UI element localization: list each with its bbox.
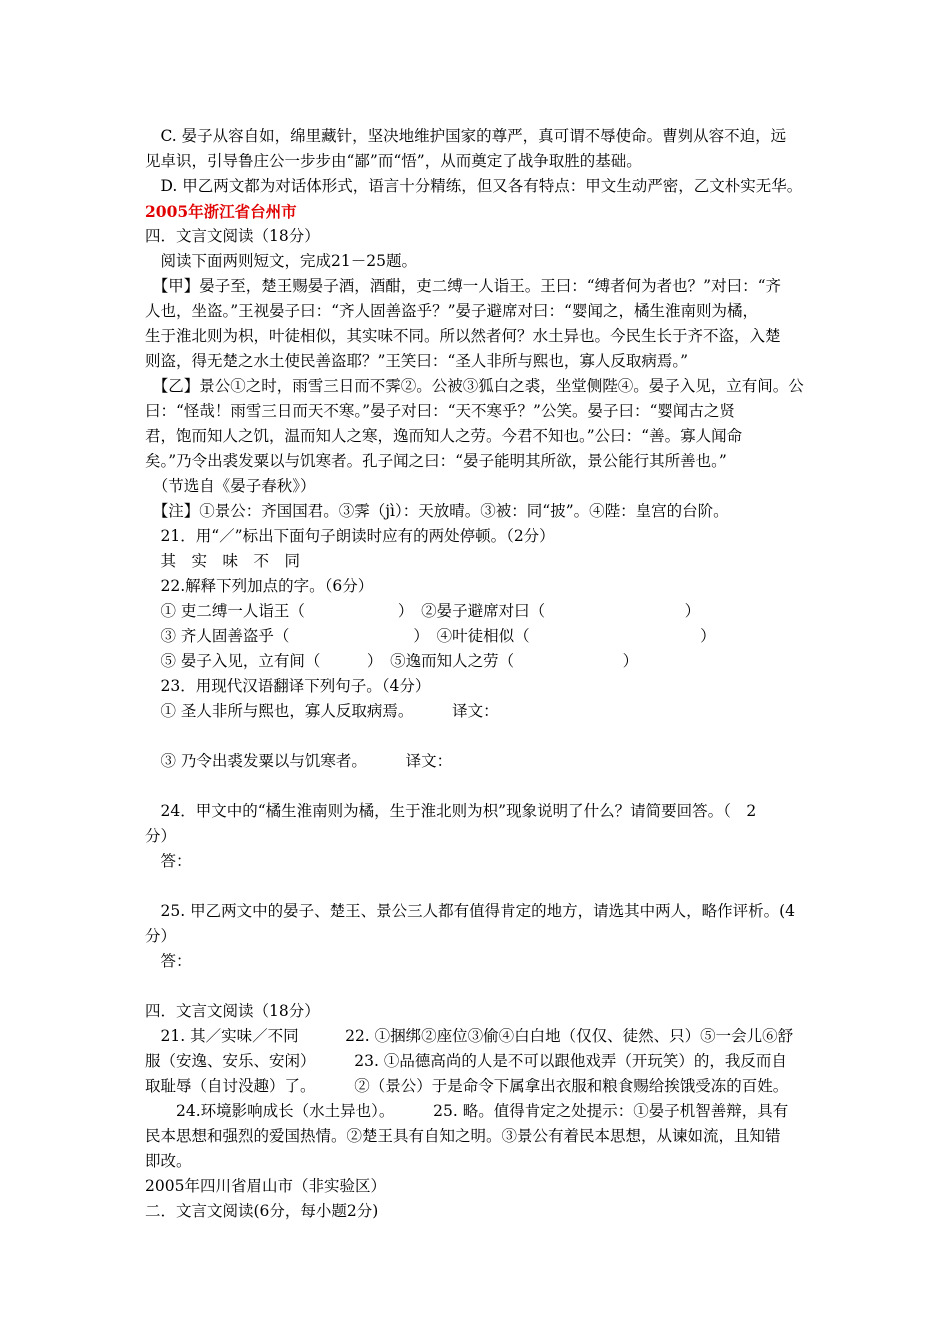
passage-b-line-3: 君，饱而知人之饥，温而知人之寒，逸而知人之劳。今君不知也。”公曰：“善。寡人闻命	[145, 427, 743, 445]
question-22-row-1: ① 吏二缚一人诣王（ ） ②晏子避席对曰（ ）	[145, 602, 701, 620]
section-title-meishan: 二．文言文阅读(6分，每小题2分)	[145, 1202, 379, 1220]
answer-line-2: 服（安逸、安乐、安闲） 23. ①品德高尚的人是不可以跟他戏弄（开玩笑）的，我反而自	[145, 1052, 787, 1070]
question-23-item-1: ① 圣人非所与熙也，寡人反取病焉。 译文：	[145, 702, 499, 720]
passage-b-line-1: 【乙】景公①之时，雨雪三日而不霁②。公被③狐白之裘，坐堂侧陛④。晏子入见，立有间。公	[145, 377, 804, 395]
instructions: 阅读下面两则短文，完成21－25题。	[145, 252, 417, 270]
option-d-line: D. 甲乙两文都为对话体形式，语言十分精练，但又各有特点：甲文生动严密，乙文朴实无华。	[145, 177, 803, 195]
option-c-line-2: 见卓识，引导鲁庄公一步步由“鄙”而“悟”，从而奠定了战争取胜的基础。	[145, 152, 642, 170]
question-24-line-1: 24．甲文中的“橘生淮南则为橘，生于淮北则为枳”现象说明了什么？请简要回答。（ 2	[145, 802, 757, 820]
question-24-line-2: 分）	[145, 827, 177, 845]
question-21-sentence: 其 实 味 不 同	[145, 552, 301, 570]
question-25-line-1: 25. 甲乙两文中的晏子、楚王、景公三人都有值得肯定的地方，请选其中两人，略作评析。(4	[145, 902, 795, 920]
question-22: 22.解释下列加点的字。（6分）	[145, 577, 374, 595]
answer-line-5: 民本思想和强烈的爱国热情。②楚王具有自知之明。③景公有着民本思想，从谏如流，且知错	[145, 1127, 781, 1145]
question-21: 21．用“／”标出下面句子朗读时应有的两处停顿。（2分）	[145, 527, 555, 545]
passage-a-line-2: 人也，坐盗。”王视晏子曰：“齐人固善盗乎？”晏子避席对曰：“婴闻之，橘生淮南则为橘，	[145, 302, 758, 320]
option-c-line-1: C. 晏子从容自如，绵里藏针，坚决地维护国家的尊严，真可谓不辱使命。曹刿从容不迫，远	[145, 127, 787, 145]
answer-line-6: 即改。	[145, 1152, 192, 1170]
question-22-row-2: ③ 齐人固善盗乎（ ） ④叶徒相似（ ）	[145, 627, 716, 645]
question-24-answer-label: 答：	[145, 852, 192, 870]
answer-line-4: 24.环境影响成长（水土异也）。 25. 略。值得肯定之处提示：①晏子机智善辩，具有	[145, 1102, 789, 1120]
answer-line-3: 取耻辱（自讨没趣）了。 ②（景公）于是命令下属拿出衣服和粮食赐给挨饿受冻的百姓。	[145, 1077, 789, 1095]
question-22-row-3: ⑤ 晏子入见，立有间（ ） ⑤逸而知人之劳（ ）	[145, 652, 639, 670]
passage-b-line-4: 矣。”乃令出裘发粟以与饥寒者。孔子闻之曰：“晏子能明其所欲，景公能行其所善也。”	[145, 452, 727, 470]
section-heading-taizhou: 2005年浙江省台州市	[145, 202, 297, 221]
passage-a-line-3: 生于淮北则为枳，叶徒相似，其实味不同。所以然者何？水土异也。今民生长于齐不盗，入楚	[145, 327, 781, 345]
passage-b-line-2: 曰：“怪哉！雨雪三日而天不寒。”晏子对曰：“天不寒乎？”公笑。晏子曰：“婴闻古之贤	[145, 402, 735, 420]
question-25-line-2: 分）	[145, 927, 177, 945]
passage-a-line-4: 则盗，得无楚之水土使民善盗耶？”王笑曰：“圣人非所与熙也，寡人反取病焉。”	[145, 352, 689, 370]
question-23-item-2: ③ 乃令出裘发粟以与饥寒者。 译文：	[145, 752, 453, 770]
passage-source: （节选自《晏子春秋》）	[145, 477, 316, 495]
annotation-note: 【注】①景公：齐国国君。③霁（jì）：天放晴。③被：同“披”。④陛：皇宫的台阶。	[145, 502, 729, 520]
question-23: 23．用现代汉语翻译下列句子。（4分）	[145, 677, 431, 695]
answer-line-1: 21. 其／实味／不同 22. ①捆绑②座位③偷④白白地（仅仅、徒然、只）⑤一会儿⑥舒	[145, 1027, 794, 1045]
question-25-answer-label: 答：	[145, 952, 192, 970]
section-title: 四．文言文阅读（18分）	[145, 227, 320, 245]
passage-a-line-1: 【甲】晏子至，楚王赐晏子酒，酒酣，吏二缚一人诣王。王曰：“缚者何为者也？”对曰：“齐	[145, 277, 782, 295]
answer-section-title: 四．文言文阅读（18分）	[145, 1002, 320, 1020]
section-heading-meishan: 2005年四川省眉山市（非实验区）	[145, 1177, 386, 1195]
